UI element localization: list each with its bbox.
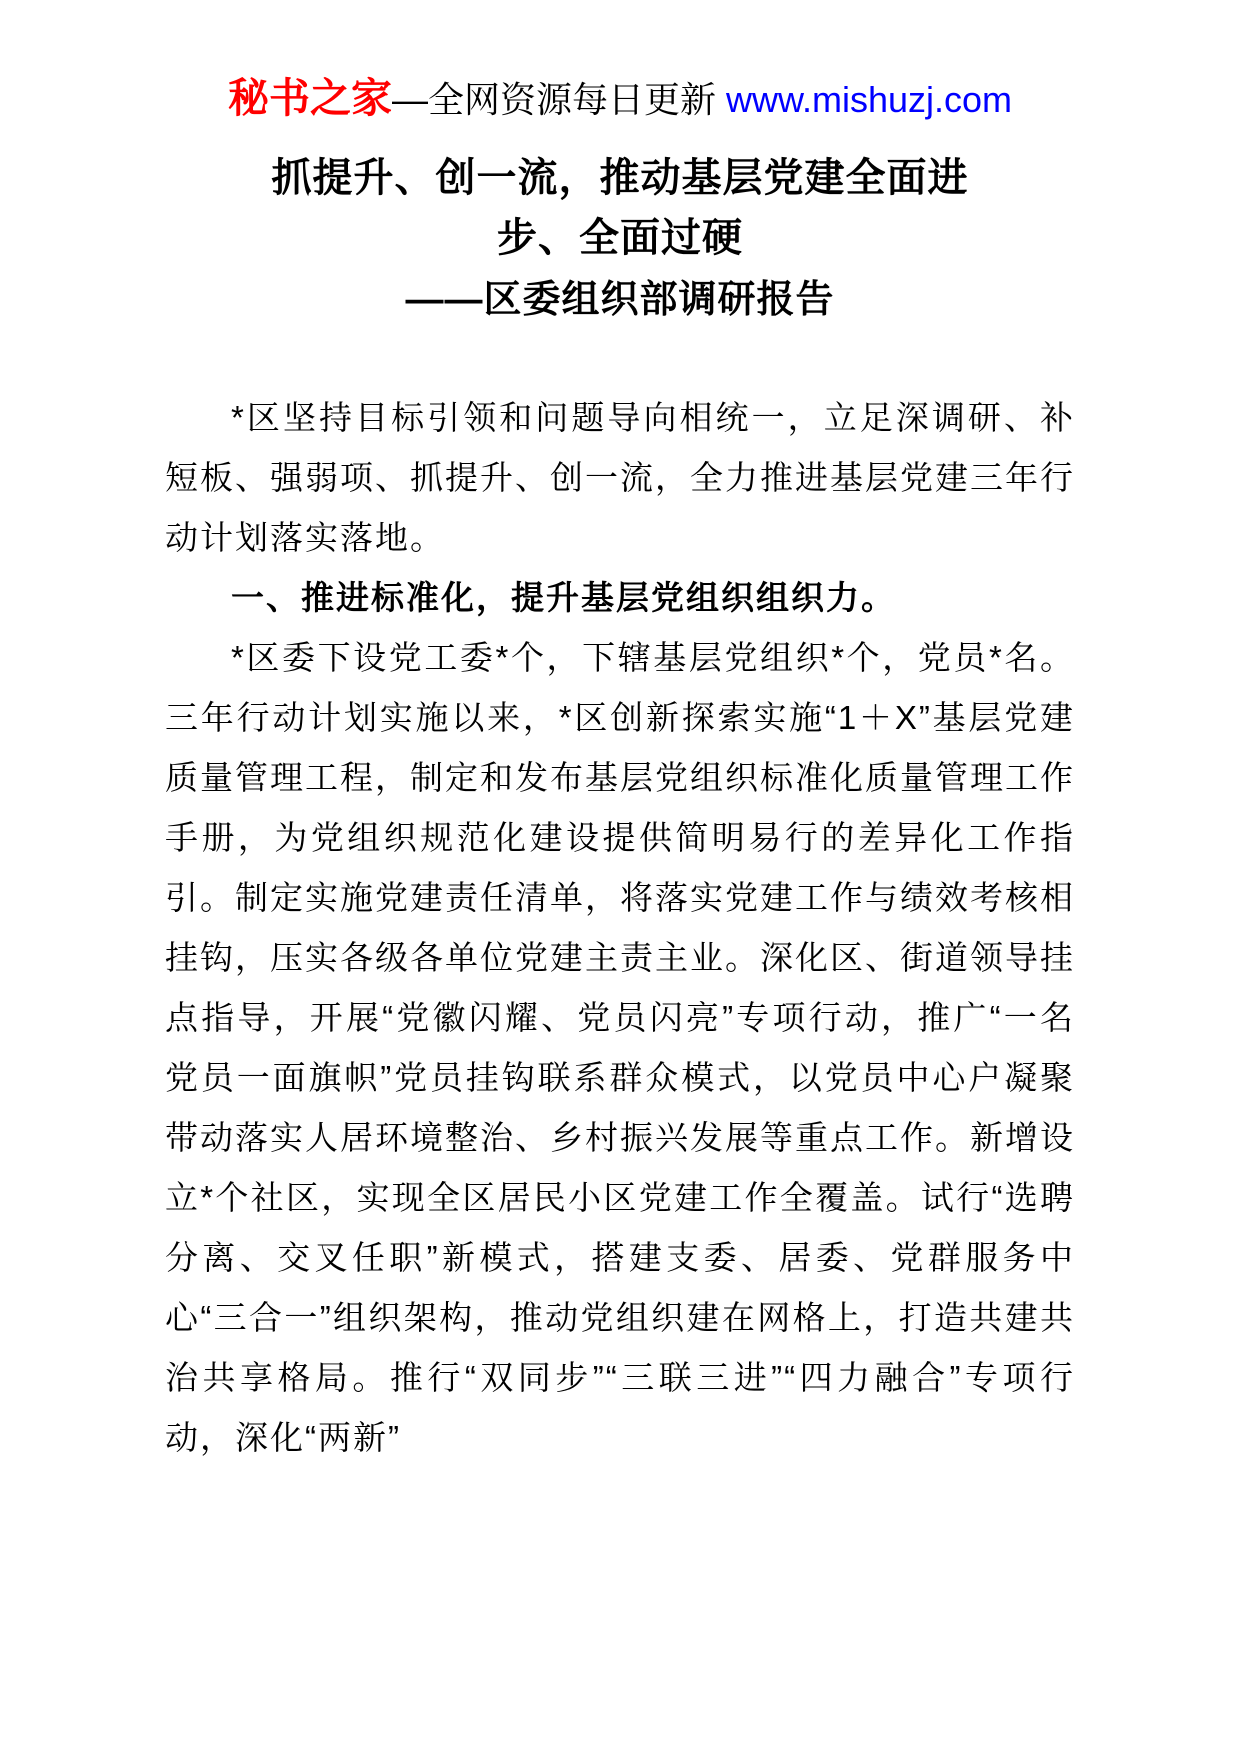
- site-header: [165, 72, 1075, 134]
- document-title: 抓提升、创一流，推动基层党建全面进步、全面过硬: [271, 156, 969, 260]
- section-heading-1: 一、推进标准化，提升基层党组织组织力。: [231, 579, 896, 616]
- site-brand: 秘书之家: [227, 75, 392, 121]
- paragraph-section-1-content: *区委下设党工委*个，下辖基层党组织*个，党员*名。三年行动计划实施以来，*区创新探索实施“1＋X”基层党建质量管理工程，制定和发布基层党组织标准化质量管理工作手册，为党组织规范化建设提供简明易行的差异化工作指引。制定实施党建责任清单，将落实党建工作与绩效考核相挂钩，压实各级各单位党建主责主业。深化区、街道领导挂点指导，开展“党徽闪耀、党员闪亮”专项行动，推广“一名党员一面旗帜”党员挂钩联系群众模式，以党员中心户凝聚带动落实人居环境整治、乡村振兴发展等重点工作。新增设立*个社区，实现全区居民小区党建工作全覆盖。试行“选聘分离、交叉任职”新模式，搭建支委、居委、党群服务中心“三合一”组织架构，推动党组织建在网格上，打造共建共治共享格局。推行“双同步”“三联三进”“四力融合”专项行动，深化“两新”: [165, 639, 1075, 1456]
- site-tagline: —全网资源每日更新: [391, 79, 726, 120]
- site-url-link[interactable]: www.mishuzj.com: [725, 79, 1013, 120]
- document-subtitle: ——区委组织部调研报告: [405, 279, 835, 321]
- document-body: [165, 388, 1075, 1468]
- paragraph-intro: *区坚持目标引领和问题导向相统一，立足深调研、补短板、强弱项、抓提升、创一流，全力推进基层党建三年行动计划落实落地。: [165, 399, 1075, 556]
